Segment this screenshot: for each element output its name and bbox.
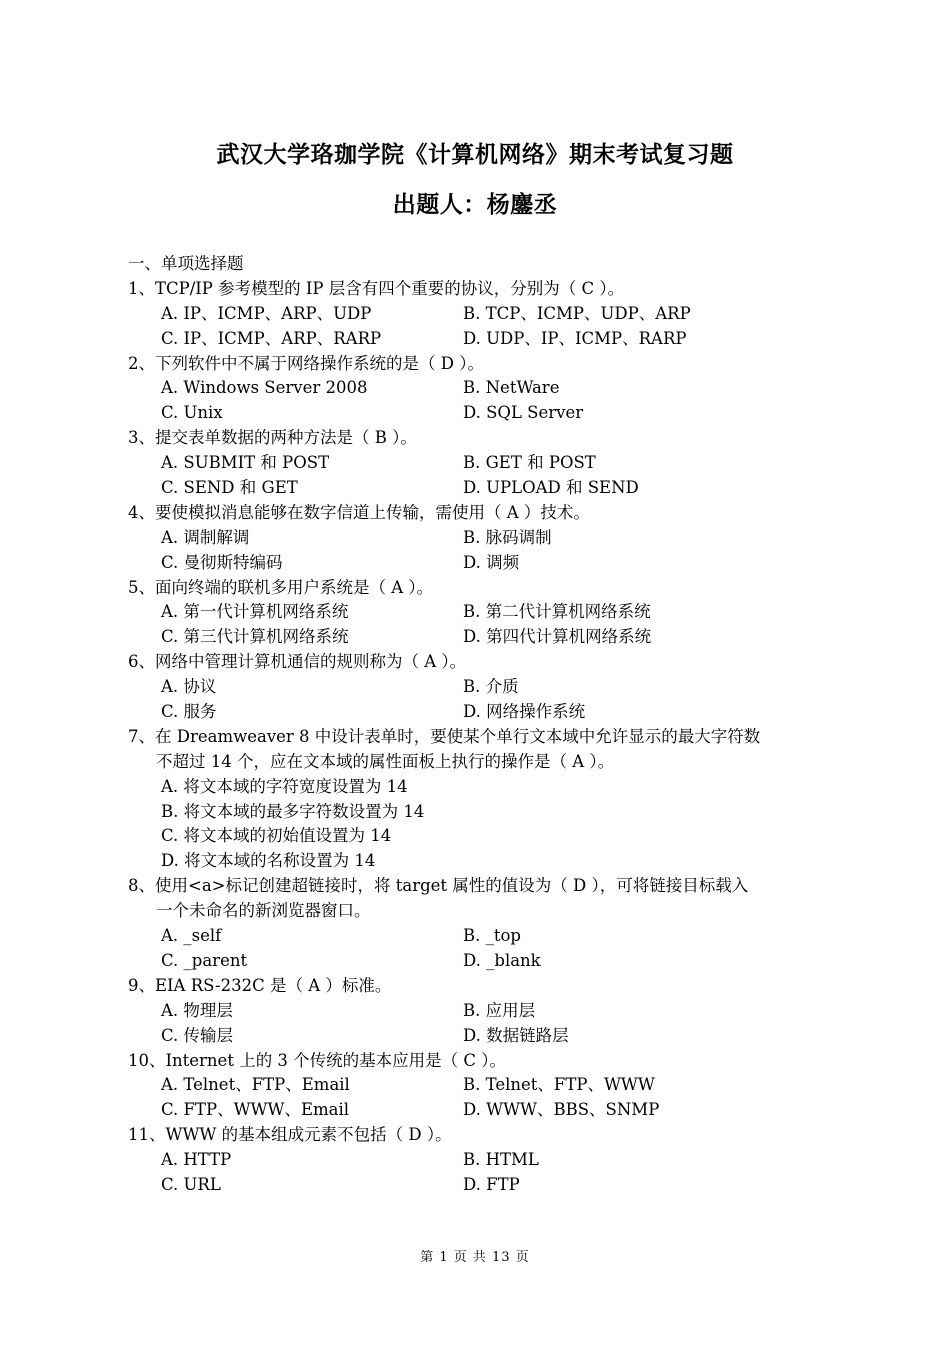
answer-option: D. 网络操作系统 [463,702,586,722]
answer-options [128,451,848,501]
answer-options [128,376,848,426]
answer-option: B. TCP、ICMP、UDP、ARP [463,303,691,323]
answer-option: B. 第二代计算机网络系统 [463,602,651,622]
question-text: 8、使用<a>标记创建超链接时，将 target 属性的值设为（ D ），可将链接目标载入 [128,876,749,896]
answer-option: A. 将文本域的字符宽度设置为 14 [161,776,408,796]
answer-option: A. 第一代计算机网络系统 [161,602,349,622]
question-5 [128,576,848,651]
question-text: 10、Internet 上的 3 个传统的基本应用是（ C ）。 [128,1050,507,1070]
question-text-continued: 不超过 14 个，应在文本域的属性面板上执行的操作是（ A ）。 [156,751,615,771]
question-2 [128,352,848,427]
answer-option: A. Windows Server 2008 [161,378,368,398]
question-9 [128,974,848,1049]
document-title: 武汉大学珞珈学院《计算机网络》期末考试复习题 [216,142,734,168]
page-footer: 第 1 页 共 13 页 [420,1250,530,1265]
question-4 [128,501,848,576]
question-text: 3、提交表单数据的两种方法是（ B ）。 [128,428,417,448]
question-1 [128,277,848,352]
answer-option: C. Unix [161,403,223,423]
answer-option: C. 第三代计算机网络系统 [161,627,349,647]
answer-option: B. 将文本域的最多字符数设置为 14 [161,801,425,821]
answer-option: D. WWW、BBS、SNMP [463,1100,660,1120]
section-heading: 一、单项选择题 [128,254,244,273]
answer-option: D. 第四代计算机网络系统 [463,627,652,647]
answer-option: B. GET 和 POST [463,453,596,473]
answer-option: A. IP、ICMP、ARP、UDP [161,303,372,323]
answer-option: C. 将文本域的初始值设置为 14 [161,826,392,846]
answer-option: B. Telnet、FTP、WWW [463,1075,655,1095]
answer-option: D. UDP、IP、ICMP、RARP [463,328,687,348]
answer-option: D. 调频 [463,552,520,572]
author-line: 出题人：杨鏖丞 [392,192,558,218]
question-6 [128,650,848,725]
question-3 [128,426,848,501]
answer-options [128,1073,848,1123]
answer-option: B. HTML [463,1150,539,1170]
question-list [128,252,848,1198]
answer-options [128,302,848,352]
answer-options [128,775,848,875]
answer-option: B. 脉码调制 [463,527,552,547]
answer-option: A. HTTP [161,1150,232,1170]
answer-option: B. 介质 [463,677,519,697]
answer-option: C. URL [161,1174,221,1194]
answer-options [128,600,848,650]
answer-option: C. _parent [161,950,248,970]
answer-option: C. 传输层 [161,1025,234,1045]
answer-options [128,526,848,576]
answer-option: A. 物理层 [161,1000,233,1020]
question-text: 7、在 Dreamweaver 8 中设计表单时，要使某个单行文本域中允许显示的最大字符数 [128,726,761,746]
question-text-continued: 一个未命名的新浏览器窗口。 [156,901,371,921]
answer-option: D. FTP [463,1174,520,1194]
answer-option: C. FTP、WWW、Email [161,1100,350,1120]
answer-option: D. UPLOAD 和 SEND [463,478,639,498]
answer-option: D. _blank [463,950,541,970]
answer-option: A. 协议 [161,677,217,697]
answer-option: B. NetWare [463,378,560,398]
answer-options [128,1148,848,1198]
question-8 [128,874,848,974]
answer-option: A. Telnet、FTP、Email [161,1075,350,1095]
answer-option: D. 将文本域的名称设置为 14 [161,851,376,871]
question-text: 5、面向终端的联机多用户系统是（ A ）。 [128,577,434,597]
question-11 [128,1123,848,1198]
answer-options [128,999,848,1049]
answer-option: A. SUBMIT 和 POST [161,453,330,473]
question-7 [128,725,848,874]
answer-option: C. SEND 和 GET [161,478,298,498]
question-text: 4、要使模拟消息能够在数字信道上传输，需使用（ A ）技术。 [128,502,590,522]
answer-options [128,675,848,725]
question-10 [128,1049,848,1124]
question-text: 6、网络中管理计算机通信的规则称为（ A ）。 [128,652,467,672]
answer-option: C. IP、ICMP、ARP、RARP [161,328,382,348]
answer-options [128,924,848,974]
answer-option: C. 曼彻斯特编码 [161,552,283,572]
question-text: 1、TCP/IP 参考模型的 IP 层含有四个重要的协议，分别为（ C ）。 [128,278,625,298]
answer-option: B. _top [463,926,521,946]
answer-option: A. _self [161,926,222,946]
answer-option: D. SQL Server [463,403,584,423]
answer-option: B. 应用层 [463,1000,536,1020]
answer-option: A. 调制解调 [161,527,250,547]
question-text: 9、EIA RS-232C 是（ A ）标准。 [128,975,392,995]
question-text: 2、下列软件中不属于网络操作系统的是（ D ）。 [128,353,484,373]
question-text: 11、WWW 的基本组成元素不包括（ D ）。 [128,1125,452,1145]
answer-option: D. 数据链路层 [463,1025,569,1045]
answer-option: C. 服务 [161,702,217,722]
questions-container [128,277,848,1198]
